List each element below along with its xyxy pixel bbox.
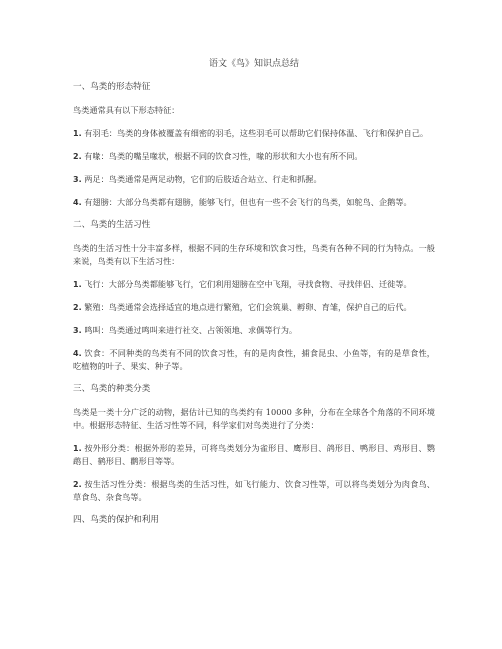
section-intro: 鸟类通常具有以下形态特征： [73, 105, 180, 115]
section-heading-classification: 三、鸟类的种类分类 [73, 384, 151, 394]
list-item [73, 127, 435, 140]
list-item [73, 301, 435, 314]
section-heading-morphology: 一、鸟类的形态特征 [73, 82, 151, 92]
item-text: 有喙：鸟类的嘴呈喙状，根据不同的饮食习性，喙的形状和大小也有所不同。 [81, 151, 363, 161]
list-item [73, 442, 435, 468]
section-intro: 鸟类的生活习性十分丰富多样，根据不同的生存环境和饮食习性，鸟类有各种不同的行为特点。一般来说，鸟类有以下生活习性： [73, 243, 435, 266]
list-item [73, 478, 435, 504]
item-text: 饮食：不同种类的鸟类有不同的饮食习性，有的是肉食性，捕食昆虫、小鱼等，有的是草食性，吃植物的叶子、果实、种子等。 [73, 348, 435, 371]
item-number: 4. [73, 349, 82, 358]
list-item [73, 347, 435, 373]
list-item [73, 278, 435, 291]
item-number: 2. [73, 152, 82, 161]
item-text: 鸣叫：鸟类通过鸣叫来进行社交、占领领地、求偶等行为。 [81, 325, 298, 335]
item-text: 有翅膀：大部分鸟类都有翅膀，能够飞行，但也有一些不会飞行的鸟类，如鸵鸟、企鹅等。 [81, 197, 412, 207]
item-number: 1. [73, 444, 82, 453]
list-item [73, 324, 435, 337]
item-text: 按外形分类：根据外形的差异，可将鸟类划分为雀形目、鹰形目、鸽形目、鸭形目、鸡形目、鹦鹉目、鹤形目、鹳形目等等。 [73, 443, 435, 466]
section-heading-protection: 四、鸟类的保护和利用 [73, 515, 159, 525]
item-number: 3. [73, 175, 82, 184]
item-number: 2. [73, 303, 82, 312]
section-intro: 鸟类是一类十分广泛的动物，据估计已知的鸟类约有 10000 多种，分布在全球各个角落的不同环境中。根据形态特征、生活习性等不同，科学家们对鸟类进行了分类： [73, 407, 435, 430]
item-text: 有羽毛：鸟类的身体被覆盖有细密的羽毛，这些羽毛可以帮助它们保持体温、飞行和保护自己。 [81, 128, 429, 138]
item-number: 2. [73, 480, 82, 489]
item-number: 1. [73, 280, 82, 289]
item-text: 按生活习性分类：根据鸟类的生活习性，如飞行能力、饮食习性等，可以将鸟类划分为肉食鸟、草食鸟、杂食鸟等。 [73, 479, 435, 502]
item-text: 两足：鸟类通常是两足动物，它们的后肢适合站立、行走和抓握。 [81, 174, 322, 184]
list-item [73, 196, 435, 209]
section-heading-habits: 二、鸟类的生活习性 [73, 220, 151, 230]
item-text: 繁殖：鸟类通常会选择适宜的地点进行繁殖，它们会筑巢、孵卵、育雏，保护自己的后代。 [81, 302, 412, 312]
document-title: 语文《鸟》知识点总结 [208, 59, 299, 69]
item-number: 3. [73, 326, 82, 335]
item-number: 4. [73, 198, 82, 207]
item-text: 飞行：大部分鸟类都能够飞行，它们利用翅膀在空中飞翔，寻找食物、寻找伴侣、迁徙等。 [81, 279, 412, 289]
item-number: 1. [73, 129, 82, 138]
list-item [73, 150, 435, 163]
list-item [73, 173, 435, 186]
document-body [73, 58, 435, 537]
